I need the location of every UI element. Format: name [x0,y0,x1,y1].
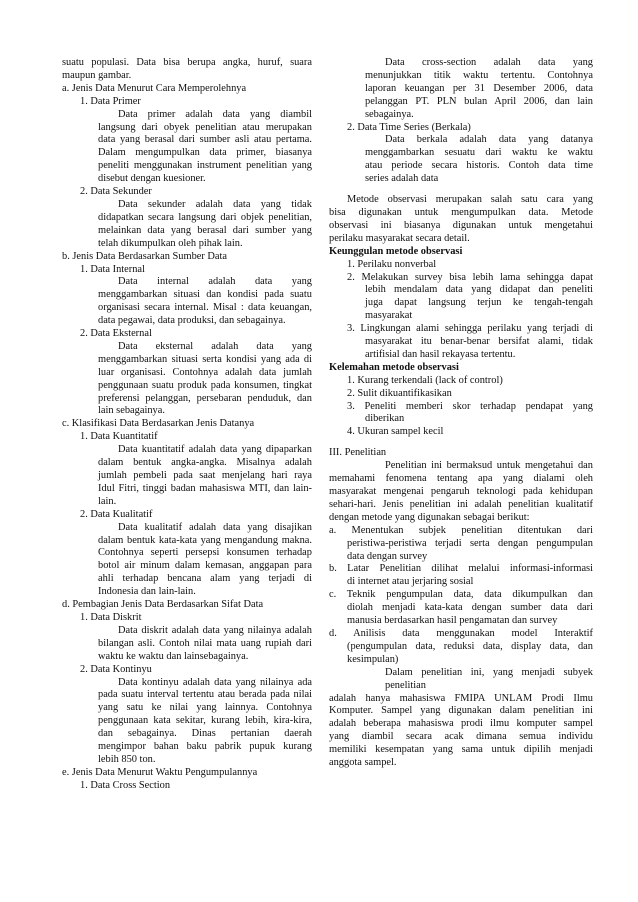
text-line: Data sekunder adalah data yang tidak [118,198,312,210]
text-line: 2. Data Time Series (Berkala) [347,121,471,133]
text-line: pelanggan PT. PLN bulan April 2006, dan lain [365,95,593,107]
text-line: data pegawai, data produksi, dan sebagainya. [98,315,286,327]
text-line: Indonesia dan lain-lain. [98,586,196,598]
text-line: 2. Data Kualitatif [80,508,153,520]
text-line: 3. Lingkungan alami sehingga perilaku yang terjadi di [347,323,593,335]
text-line: bisa digunakan untuk mengumpulkan data. Metode [329,206,593,218]
text-line: 2. Data Eksternal [80,328,152,340]
text-line: 1. Data Internal [80,263,145,275]
text-line: 3. Peneliti memberi skor terhadap pendapat yang [347,400,593,412]
text-line: melainkan data yang berasal dari sumber yang [98,224,312,236]
text-line: Data eksternal adalah data yang [118,340,312,352]
text-line: (pengumpulan data, reduksi data, display data, dan [347,640,593,652]
text-line: suatu populasi. Data bisa berupa angka, huruf, suara [62,57,312,68]
text-line: 1. Data Cross Section [80,779,171,791]
text-line: penggunaan suatu produk pada konsumen, tingkat [98,379,312,391]
text-line: 4. Ukuran sampel kecil [347,426,444,438]
text-line: c. Teknik pengumpulan data, data dikumpulkan dan [329,589,593,601]
text-line: di internet atau jerjaring sosial [347,576,474,588]
text-line: adalah beberapa mahasiswa prodi ilmu komputer sampel [329,718,593,730]
text-line: Dalam penelitian ini, yang menjadi subyek penelitian [385,666,593,691]
text-line: 1. Data Diskrit [80,611,142,623]
text-line: lain. [98,495,117,507]
text-line: Data diskrit adalah data yang nilainya adalah [118,624,312,636]
text-line: a. Menentukan subjek penelitian ditentukan dari [329,524,593,536]
text-line: menggambarkan situasi dan kondisi pada suatu [98,289,312,301]
section-heading-line: Kelemahan metode observasi [329,361,459,373]
text-line: c. Klasifikasi Data Berdasarkan Jenis Datanya [62,418,255,430]
section-heading-line: Keunggulan metode observasi [329,245,463,257]
text-line: 1. Data Kuantitatif [80,431,158,443]
text-line: artifisial dan hasil rekayasa tertentu. [365,348,516,360]
text-line: juga dapat langsung terjun ke tengah-tengah [365,297,593,309]
text-line: data dengan survey [347,550,428,562]
text-line: mengimpor bahan baku pabrik pupuk kurang [98,741,312,753]
text-line: d. Pembagian Jenis Data Berdasarkan Sifat Data [62,599,264,611]
text-line: sebagainya. [365,108,414,120]
text-line: data yang berasal dari sumber asli atau pertama. [98,134,312,146]
text-line: Data berkala adalah data yang datanya [385,134,593,146]
right-text-column [329,57,593,770]
text-line: Data cross-section adalah data yang [385,57,593,68]
text-line: Data kualitatif adalah data yang disajikan [118,521,312,533]
text-line: lebih 850 ton. [98,753,156,765]
text-line: telah dikumpulkan oleh pihak lain. [98,237,243,249]
text-line: peristiwa-peristiwa terjadi serta dengan pengumpulan [347,537,593,549]
text-line: b. Latar Penelitian dilihat melalui informasi-informasi [329,563,593,575]
text-line: ahli terhadap bencana alam yang terjadi di [98,573,312,585]
text-line: disebut dengan kuesioner. [98,173,206,185]
text-line: penggunaan kata sekitar, kurang lebih, kira-kira, [98,715,312,727]
text-line: b. Jenis Data Berdasarkan Sumber Data [62,250,228,262]
text-line: 2. Data Kontinyu [80,663,152,675]
text-line: Data primer adalah data yang diambil [118,108,312,120]
text-line: Idul Fitri, tinggi badan mahasiswa MTI, dan lain- [98,482,312,494]
text-line: series adalah data [365,173,439,185]
text-line: organisasi secara internal. Misal : data keuangan, [98,302,312,314]
text-line: observasi ini biasanya digunakan untuk mengetahui [329,219,593,231]
text-line: diberikan [365,413,405,425]
text-line: dengan metode yang digunakan sebagai berikut: [329,511,530,523]
text-line: kesimpulan) [347,653,399,665]
text-line: d. Anilisis data menggunakan model Interaktif [329,627,593,639]
text-line: atau periode secara historis. Contoh data time [365,160,593,172]
text-line: diolah menjadi kata-kata dengan sumber data dari [347,602,593,614]
text-line: preferensi pelanggan, persebaran penduduk, dan [98,392,312,404]
text-line: bilangan asli. Contoh nilai mata uang rupiah dari [98,637,312,649]
text-line: Data kontinyu adalah data yang nilainya ada [118,676,312,688]
text-line: sehari-hari. Jenis penelitian ini adalah penelitian kualitatif [329,498,593,510]
text-line: lebih mendalam data yang didapat dan peneliti [365,284,593,296]
text-line: menggambarkan sesuatu dari waktu ke waktu [365,147,593,159]
text-line: Komputer. Sampel yang digunakan dalam penelitian ini [329,705,593,717]
text-line: 2. Sulit dikuantifikasikan [347,387,452,399]
text-line: Data internal adalah data yang [118,276,312,288]
text-line: 1. Perilaku nonverbal [347,258,437,270]
text-line: dalam bentuk angka-angka. Misalnya adalah [98,457,312,469]
text-line: laporan keuangan per 31 Desember 2006, data [365,82,593,94]
text-line: 1. Data Primer [80,95,141,107]
text-line: a. Jenis Data Menurut Cara Memperolehnya [62,82,247,94]
text-line: masyarakat itu benar-benar bersifat alami, tidak [365,336,593,348]
text-line: Penelitian ini bermaksud untuk mengetahui dan [385,460,593,472]
text-line: masyarakat [365,310,413,322]
text-line: langsung dari obyek penelitian atau merupakan [98,121,312,133]
text-line: memiliki kesempatan yang sama untuk dipilih menjadi [329,744,593,756]
text-line: didapatkan secara langsung dari objek penelitian, [98,211,312,223]
text-line: manusia berdasarkan hasil pengamatan dan survey [347,615,558,627]
text-line: jumlah pembeli pada saat menjelang hari raya [98,470,312,481]
left-text-column [62,57,312,793]
text-line: 2. Data Sekunder [80,186,152,198]
text-line: waktu ke waktu dan lainsebagainya. [98,650,249,662]
text-line: yang satu ke nilai yang lainnya. Contohnya [98,702,312,714]
text-line: perilaku masyarakat secara detail. [329,232,470,244]
text-line: adalah hanya mahasiswa FMIPA UNLAM Prodi Ilmu [329,692,593,704]
text-line: Data kuantitatif adalah data yang dipaparkan [118,444,312,456]
text-line: luar organisasi. Contohnya adalah data jumlah [98,366,312,378]
text-line: memahami fenomena tentang apa yang dialami oleh [329,473,593,485]
text-line: peneliti menggunakan instrument penelitian yang [98,160,312,172]
paragraph-gap [329,186,593,194]
text-line: maupun gambar. [62,69,132,81]
text-line: Metode observasi merupakan salah satu cara yang [347,194,593,206]
text-line: III. Penelitian [329,447,387,459]
text-line: Dalam mengumpulkan data primer, biasanya [98,147,312,159]
text-line: dalam bentuk kata-kata yang mengandung makna. [98,534,312,546]
text-line: Contohnya seperti persepsi konsumen terhadap [98,547,312,559]
text-line: pada suatu interval tertentu atau berada pada nilai [98,689,312,701]
text-line: yang diambil secara acak dimana semua individu [329,731,593,743]
paragraph-gap [329,439,593,447]
text-line: e. Jenis Data Menurut Waktu Pengumpulannya [62,766,258,778]
text-line: masyarakat mengenai pengaruh teknologi pada kehidupan [329,486,593,497]
text-line: dan sebagainya. Dinas pertanian daerah [98,728,312,740]
text-line: anggota sampel. [329,757,397,769]
text-line: menggambarkan situasi serta kondisi yang ada di [98,353,312,365]
text-line: botol air minum dalam kemasan, anggapan para [98,560,312,572]
text-line: 1. Kurang terkendali (lack of control) [347,374,503,386]
text-line: lain sebagainya. [98,405,165,417]
text-line: 2. Melakukan survey bisa lebih lama sehingga dapat [347,271,593,283]
text-line: menunjukkan titik waktu tertentu. Contohnya [365,69,593,81]
